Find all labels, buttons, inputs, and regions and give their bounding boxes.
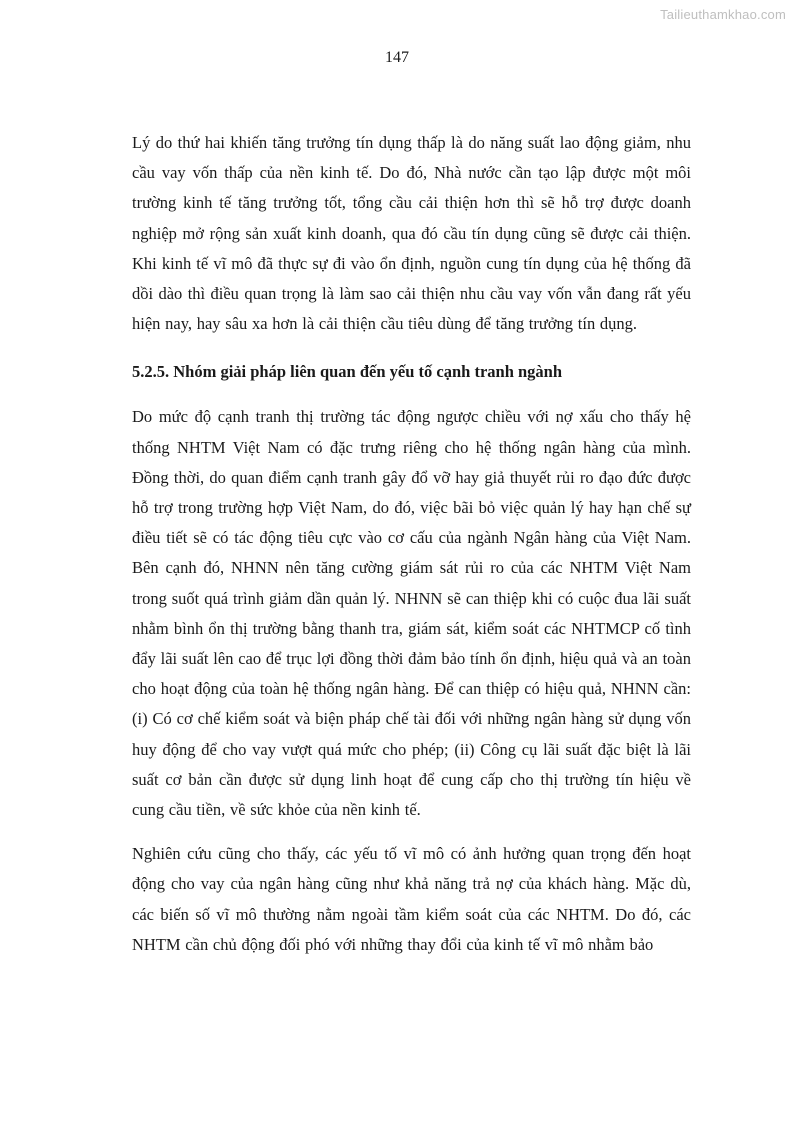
document-body xyxy=(132,128,691,960)
watermark-text: Tailieuthamkhao.com xyxy=(660,7,786,22)
paragraph-credit-growth: Lý do thứ hai khiến tăng trưởng tín dụng thấp là do năng suất lao động giảm, nhu cầu vay vốn thấp của nền kinh tế. Do đó, Nhà nước cần tạo lập được một môi trường kinh tế tăng trưởng tốt, tổng cầu cải thiện hơn thì sẽ hỗ trợ được doanh nghiệp mở rộng sản xuất kinh doanh, qua đó cầu tín dụng cũng sẽ được cải thiện. Khi kinh tế vĩ mô đã thực sự đi vào ổn định, nguồn cung tín dụng của hệ thống đã dồi dào thì điều quan trọng là làm sao cải thiện nhu cầu vay vốn vẫn đang rất yếu hiện nay, hay sâu xa hơn là cải thiện cầu tiêu dùng để tăng trưởng tín dụng. xyxy=(132,133,691,334)
paragraph-macro-factors: Nghiên cứu cũng cho thấy, các yếu tố vĩ mô có ảnh hưởng quan trọng đến hoạt động cho vay của ngân hàng cũng như khả năng trả nợ của khách hàng. Mặc dù, các biến số vĩ mô thường nằm ngoài tầm kiểm soát của các NHTM. Do đó, các NHTM cần chủ động đối phó với những thay đổi của kinh tế vĩ mô nhằm bảo xyxy=(132,844,691,954)
paragraph-competition: Do mức độ cạnh tranh thị trường tác động ngược chiều với nợ xấu cho thấy hệ thống NHTM Việt Nam có đặc trưng riêng cho hệ thống ngân hàng của mình. Đồng thời, do quan điểm cạnh tranh gây đổ vỡ hay giả thuyết rủi ro đạo đức được hỗ trợ trong trường hợp Việt Nam, do đó, việc bãi bỏ việc quản lý hay hạn chế sự điều tiết sẽ có tác động tiêu cực vào cơ cấu của ngành Ngân hàng của Việt Nam. Bên cạnh đó, NHNN nên tăng cường giám sát rủi ro của các NHTM Việt Nam trong suốt quá trình giảm dần quản lý. NHNN sẽ can thiệp khi có cuộc đua lãi suất nhằm bình ổn thị trường bằng thanh tra, giám sát, kiểm soát các NHTMCP cố tình đẩy lãi suất lên cao để trục lợi đồng thời đảm bảo tính ổn định, hiệu quả và an toàn cho hoạt động của toàn hệ thống ngân hàng. Để can thiệp có hiệu quả, NHNN cần: (i) Có cơ chế kiểm soát và biện pháp chế tài đối với những ngân hàng sử dụng vốn huy động để cho vay vượt quá mức cho phép; (ii) Công cụ lãi suất đặc biệt là lãi suất cơ bản cần được sử dụng linh hoạt để cung cấp cho thị trường tín hiệu về cung cầu tiền, về sức khỏe của nền kinh tế. xyxy=(132,407,691,820)
page-number: 147 xyxy=(385,49,409,66)
section-heading: 5.2.5. Nhóm giải pháp liên quan đến yếu tố cạnh tranh ngành xyxy=(132,362,563,382)
